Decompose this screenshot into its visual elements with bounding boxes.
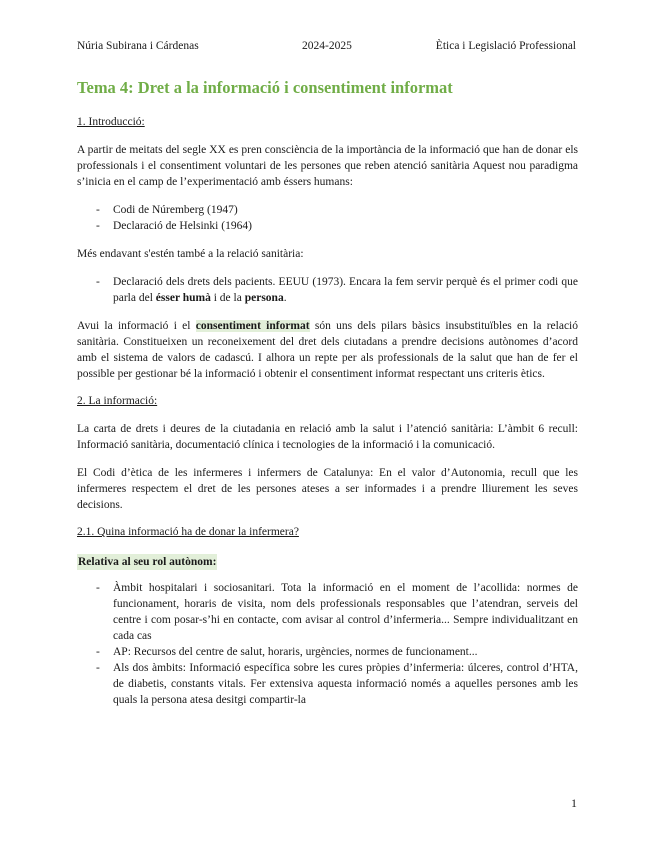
intro-list <box>77 202 578 234</box>
declaration-text: Declaració dels drets dels pacients. EEUU (1973). Encara la fem servir perquè és el primer codi que parla del <box>113 276 578 304</box>
later-paragraph: Més endavant s'estén també a la relació sanitària: <box>77 248 304 260</box>
list-item: - Àmbit hospitalari i sociosanitari. Tota la informació en el moment de l’acollida: normes de funcionament, horaris de visita, nom dels professionals responsables que l’atendran, serveis del centre i com posar-s’hi en contacte, com avisar al control d’infermeria... Sempre individualitzant en cada cas <box>113 580 578 644</box>
subheading-nurse-information: 2.1. Quina informació ha de donar la infermera? <box>77 526 299 538</box>
ethics-code-paragraph: El Codi d’ètica de les infermeres i infermers de Catalunya: En el valor d’Autonomia, recull que les infermeres respectem el dret de les persones ateses a ser informades i a prendre lliurement les seves decisions. <box>77 467 578 511</box>
list-item: - Declaració de Helsinki (1964) <box>113 218 578 234</box>
today-paragraph <box>77 318 578 382</box>
paragraph-text: Avui la informació i el <box>77 320 196 332</box>
paragraph-text: són uns dels pilars bàsics insubstituïbles en la relació sanitària. Constitueixen un reconeixement del dret dels ciutadans a prendre decisions autònomes d’acord amb el sistema de valors de cadascú. I alhora un repte per als professionals de la salut que han de fer el possible per gestionar bé la informació i obtenir el consentiment informat respectant uns criteris ètics. <box>77 320 578 380</box>
rights-charter-paragraph: La carta de drets i deures de la ciutadania en relació amb la salut i l’atenció sanitària: L’àmbit 6 recull: Informació sanitària, documentació clínica i tecnologies de la informació i la comunicació. <box>77 423 578 451</box>
header-year: 2024-2025 <box>302 40 352 52</box>
bold-term-human-being: ésser humà <box>155 292 211 304</box>
page-number: 1 <box>571 796 577 810</box>
declaration-text: . <box>283 292 287 304</box>
highlighted-term: consentiment informat <box>195 320 310 332</box>
role-label: Relativa al seu rol autònom: <box>78 556 217 568</box>
heading-introduction: 1. Introducció: <box>77 116 145 128</box>
intro-paragraph: A partir de meitats del segle XX es pren consciència de la importància de la informació que han de donar els professionals i el consentiment voluntari de les persones que reben atenció sanitària Aquest nou paradigma s’inicia en el camp de l’experimentació amb éssers humans: <box>77 144 578 188</box>
role-list <box>77 580 578 708</box>
list-item: - Als dos àmbits: Informació específica sobre les cures pròpies d’infermeria: úlceres, control d’HTA, de diabetis, constants vitals. Fer extensiva aquesta informació només a aquelles persones amb les quals la persona atesa desitgi compartir-la <box>113 660 578 708</box>
bold-term-person: persona <box>244 292 284 304</box>
list-item <box>113 274 578 306</box>
header-author: Núria Subirana i Cárdenas <box>77 40 199 52</box>
declaration-text: i de la <box>210 292 245 304</box>
role-label-block <box>77 552 578 570</box>
heading-information: 2. La informació: <box>77 395 158 407</box>
list-item: - AP: Recursos del centre de salut, horaris, urgències, normes de funcionament... <box>113 644 578 660</box>
page-title: Tema 4: Dret a la informació i consentiment informat <box>77 78 453 97</box>
list-item: - Codi de Núremberg (1947) <box>113 202 578 218</box>
page-content <box>77 78 578 720</box>
declaration-list <box>77 274 578 306</box>
header-subject: Ètica i Legislació Professional <box>435 40 576 52</box>
